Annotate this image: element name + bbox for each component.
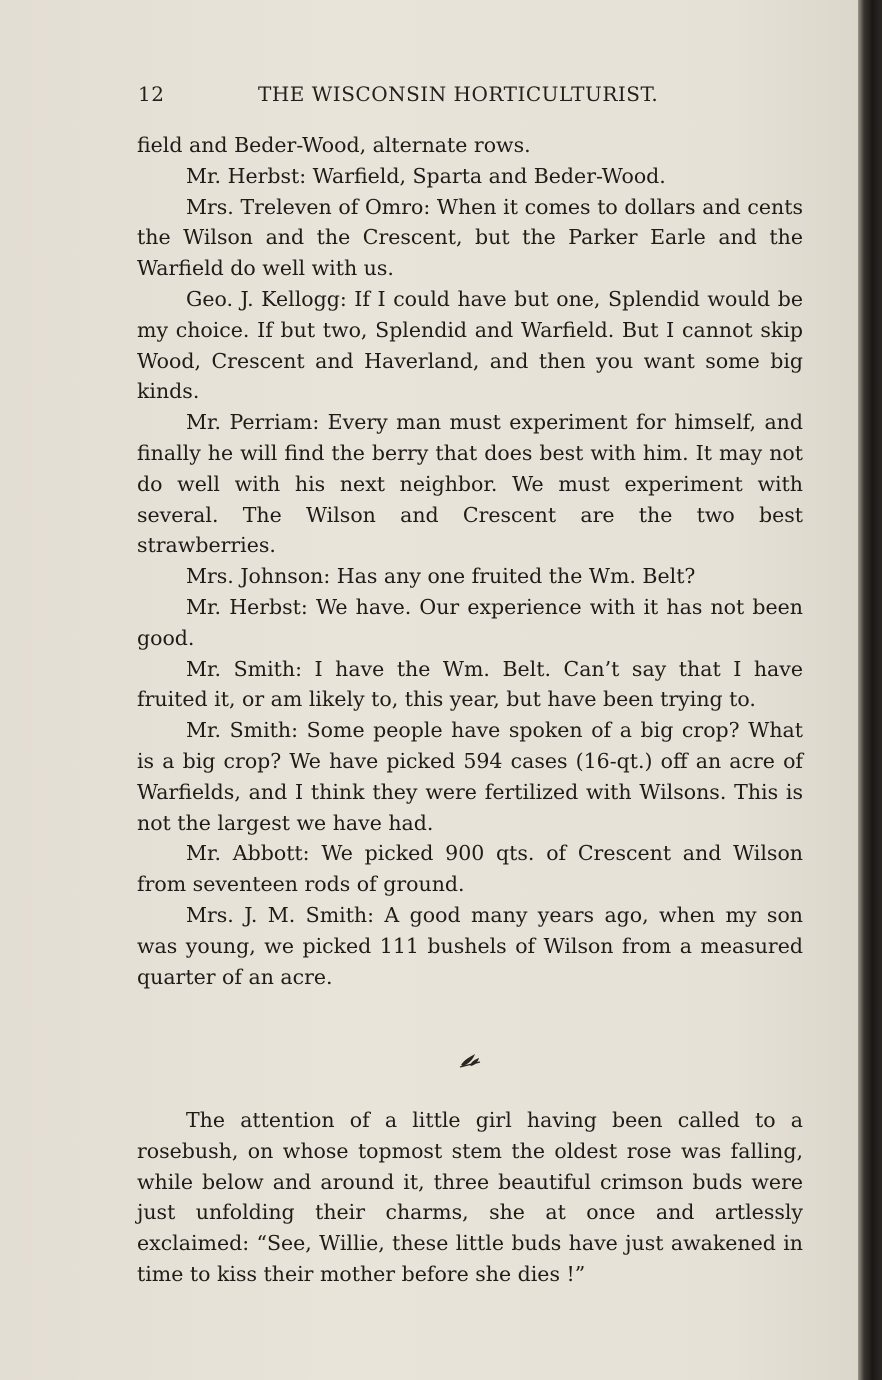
page-number: 12 [138, 82, 165, 106]
page-edge-shadow [858, 0, 882, 1380]
paragraph: Mr. Perriam: Every man must experiment for himself, and finally he will find the berry that does best with him. It may not do well with his next neighbor. We must experiment with several. The Wilson and Crescent are the two best strawberries. [137, 410, 803, 558]
paragraph: Geo. J. Kellogg: If I could have but one, Splendid would be my choice. If but two, Splendid and Warfield. But I cannot skip Wood, Crescent and Haverland, and then you want some big kinds. [137, 286, 803, 404]
paragraph: Mr. Herbst: We have. Our experience with it has not been good. [137, 594, 803, 650]
paragraph: Mr. Herbst: Warfield, Sparta and Beder-Wood. [186, 163, 666, 188]
running-title: THE WISCONSIN HORTICULTURIST. [258, 82, 659, 106]
discussion-text [137, 130, 803, 992]
leaf-ornament-icon [458, 1050, 482, 1070]
anecdote-paragraph: The attention of a little girl having been called to a rosebush, on whose topmost stem the oldest rose was falling, while below and around it, three beautiful crimson buds were just unfolding their charms, she at once and artlessly exclaimed: “See, Willie, these little buds have just awakened in time to kiss their mother before she dies !” [137, 1108, 803, 1286]
paragraph: Mr. Abbott: We picked 900 qts. of Crescent and Wilson from seventeen rods of ground. [137, 841, 803, 897]
paragraph: Mrs. J. M. Smith: A good many years ago, when my son was young, we picked 111 bushels of Wilson from a measured quarter of an acre. [137, 902, 803, 989]
paragraph: Mr. Smith: I have the Wm. Belt. Can’t say that I have fruited it, or am likely to, this year, but have been trying to. [137, 656, 803, 712]
paragraph: Mrs. Treleven of Omro: When it comes to dollars and cents the Wilson and the Crescent, but the Parker Earle and the Warfield do well with us. [137, 194, 803, 281]
paragraph: field and Beder-Wood, alternate rows. [137, 133, 531, 157]
paragraph: Mrs. Johnson: Has any one fruited the Wm. Belt? [186, 564, 696, 589]
paragraph: Mr. Smith: Some people have spoken of a big crop? What is a big crop? We have picked 594 cases (16-qt.) off an acre of Warfields, and I think they were fertilized with Wilsons. This is not the largest we have had. [137, 718, 803, 835]
anecdote [137, 1105, 803, 1290]
